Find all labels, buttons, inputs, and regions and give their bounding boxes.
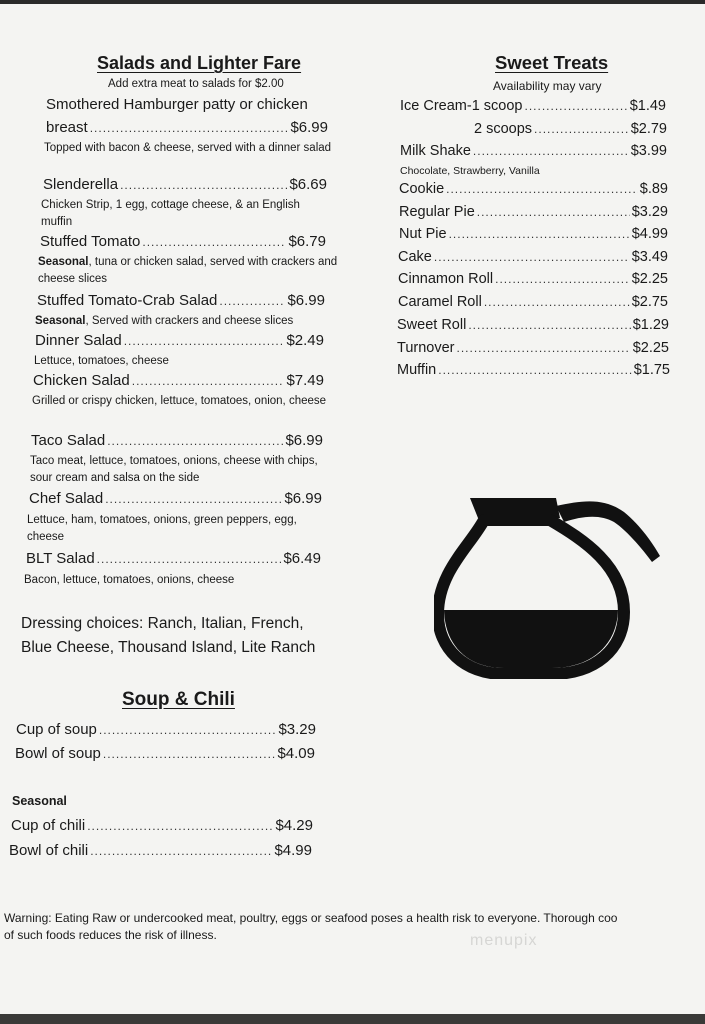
item-description: Lettuce, ham, tomatoes, onions, green peppers, egg, cheese [27, 514, 297, 543]
item-name: Cinnamon Roll [398, 271, 494, 287]
salad-item-row [37, 292, 325, 309]
item-name: Slenderella [43, 176, 119, 193]
item-price: $6.99 [284, 490, 322, 507]
leader-dots [477, 205, 630, 219]
leader-dots [495, 272, 630, 286]
item-name: Stuffed Tomato-Crab Salad [37, 292, 218, 309]
sweet-item-row [397, 317, 669, 333]
item-description [38, 254, 348, 287]
item-name: Bowl of soup [15, 745, 101, 762]
soup-item-row [16, 721, 316, 738]
item-description: Grilled or crispy chicken, lettuce, tomatoes, onion, cheese [32, 395, 327, 407]
item-name: Chef Salad [29, 490, 104, 507]
item-price: $3.99 [630, 143, 667, 159]
item-description: Taco meat, lettuce, tomatoes, onions, cheese with chips, sour cream and salsa on the side [30, 455, 318, 484]
health-warning [4, 910, 704, 944]
item-price: $6.79 [288, 233, 326, 250]
leader-dots [219, 294, 285, 308]
item-name: Cup of soup [16, 721, 97, 738]
leader-dots [484, 295, 630, 309]
item-name: Sweet Roll [397, 317, 467, 333]
sweet-item-row [398, 294, 668, 310]
seasonal-tag: Seasonal [35, 315, 86, 327]
dressing-choices: Dressing choices: Ranch, Italian, French, Blue Cheese, Thousand Island, Lite Ranch [21, 615, 316, 656]
leader-dots [120, 178, 287, 192]
item-price: $2.49 [286, 332, 324, 349]
item-description: Lettuce, tomatoes, cheese [34, 355, 169, 367]
sweet-item-row [399, 226, 668, 242]
item-name: Cookie [399, 181, 445, 197]
seasonal-tag: Seasonal [38, 256, 89, 268]
item-name: Turnover [397, 340, 455, 356]
sweet-item-row [400, 143, 667, 159]
item-price: $6.69 [289, 176, 327, 193]
leader-dots [105, 492, 282, 506]
item-name: Bowl of chili [9, 842, 89, 859]
sweet-item-row [399, 181, 668, 197]
leader-dots [99, 723, 277, 737]
seasonal-label: Seasonal [12, 794, 67, 808]
item-price: $4.29 [275, 817, 313, 834]
menu-page [0, 4, 705, 1016]
item-description [35, 313, 345, 330]
leader-dots [434, 250, 630, 264]
item-name: Nut Pie [399, 226, 447, 242]
item-name: Taco Salad [31, 432, 106, 449]
item-price: $6.49 [283, 550, 321, 567]
leader-dots [103, 747, 276, 761]
leader-dots [90, 844, 272, 858]
salads-note: Add extra meat to salads for $2.00 [108, 78, 284, 90]
item-price: $4.99 [631, 226, 668, 242]
leader-dots [473, 144, 629, 158]
item-name: Cup of chili [11, 817, 86, 834]
leader-dots [142, 235, 286, 249]
item-name: Cake [398, 249, 432, 265]
warning-line-2: of such foods reduces the risk of illness. [4, 928, 217, 942]
item-price: $2.79 [630, 121, 667, 137]
chili-item-row [11, 817, 313, 834]
leader-dots [107, 434, 283, 448]
soup-item-row [15, 745, 315, 762]
salad-item-row [29, 490, 322, 507]
item-price: $2.25 [631, 271, 668, 287]
item-price: $1.49 [629, 98, 666, 114]
item-description: Bacon, lettuce, tomatoes, onions, cheese [24, 574, 235, 586]
item-name: Milk Shake [400, 143, 471, 159]
chili-item-row [9, 842, 312, 859]
salads-title: Salads and Lighter Fare [97, 53, 302, 73]
sweet-item-row [400, 98, 666, 114]
sweet-item-row [399, 204, 668, 220]
leader-dots [90, 121, 289, 135]
item-price: $3.49 [631, 249, 668, 265]
item-price: $6.99 [285, 432, 323, 449]
item-price: $2.25 [632, 340, 669, 356]
item-price: $6.99 [287, 292, 325, 309]
leader-dots [456, 341, 630, 355]
item-name: Regular Pie [399, 204, 475, 220]
sweet-item-row [397, 340, 669, 356]
leader-dots [87, 819, 273, 833]
coffee-pot-icon [434, 494, 664, 679]
item-name: Dinner Salad [35, 332, 122, 349]
sweets-note: Availability may vary [493, 79, 602, 93]
leader-dots [97, 552, 282, 566]
item-name: Caramel Roll [398, 294, 482, 310]
item-name: Muffin [397, 362, 437, 378]
leader-dots [124, 334, 285, 348]
salad-item-row [40, 233, 326, 250]
warning-line-1: Warning: Eating Raw or undercooked meat, poultry, eggs or seafood poses a health risk to everyone. Thorough coo [4, 911, 618, 925]
item-price: $4.09 [277, 745, 315, 762]
leader-dots [449, 227, 630, 241]
item-description: Chocolate, Strawberry, Vanilla [400, 165, 540, 177]
desc-text: , Served with crackers and cheese slices [85, 315, 294, 327]
salad-item-row [26, 550, 321, 567]
salad-item-name-line1: Smothered Hamburger patty or chicken [46, 96, 308, 113]
leader-dots [525, 99, 628, 113]
leader-dots [446, 182, 638, 196]
sweet-item-row [397, 362, 670, 378]
watermark-logo: menupix [470, 932, 538, 949]
item-price: $2.75 [631, 294, 668, 310]
item-description: Chicken Strip, 1 egg, cottage cheese, & an English muffin [41, 199, 300, 228]
item-name: breast [46, 119, 88, 136]
item-name: Stuffed Tomato [40, 233, 141, 250]
item-name: Chicken Salad [33, 372, 130, 389]
leader-dots [468, 318, 630, 332]
salad-item-row [31, 432, 323, 449]
sweet-item-row [398, 249, 668, 265]
salad-item-row [43, 176, 327, 193]
item-name: BLT Salad [26, 550, 95, 567]
salad-item-row [46, 119, 328, 136]
soup-title: Soup & Chili [122, 689, 235, 710]
item-price: $.89 [639, 181, 668, 197]
item-price: $1.29 [632, 317, 669, 333]
leader-dots [438, 363, 631, 377]
leader-dots [132, 374, 285, 388]
item-price: $3.29 [278, 721, 316, 738]
sweet-item-row [474, 121, 667, 137]
item-price: $6.99 [290, 119, 328, 136]
item-name: Ice Cream-1 scoop [400, 98, 523, 114]
salad-item-row [35, 332, 324, 349]
item-price: $4.99 [274, 842, 312, 859]
item-price: $3.29 [631, 204, 668, 220]
item-price: $7.49 [286, 372, 324, 389]
item-name: 2 scoops [474, 121, 533, 137]
sweets-title: Sweet Treats [495, 52, 609, 73]
desc-text: , tuna or chicken salad, served with crackers and cheese slices [38, 256, 338, 285]
bottom-edge [0, 1014, 705, 1024]
item-price: $1.75 [633, 362, 670, 378]
item-description: Topped with bacon & cheese, served with a dinner salad [44, 142, 332, 154]
leader-dots [534, 122, 629, 136]
salad-item-row [33, 372, 324, 389]
sweet-item-row [398, 271, 668, 287]
